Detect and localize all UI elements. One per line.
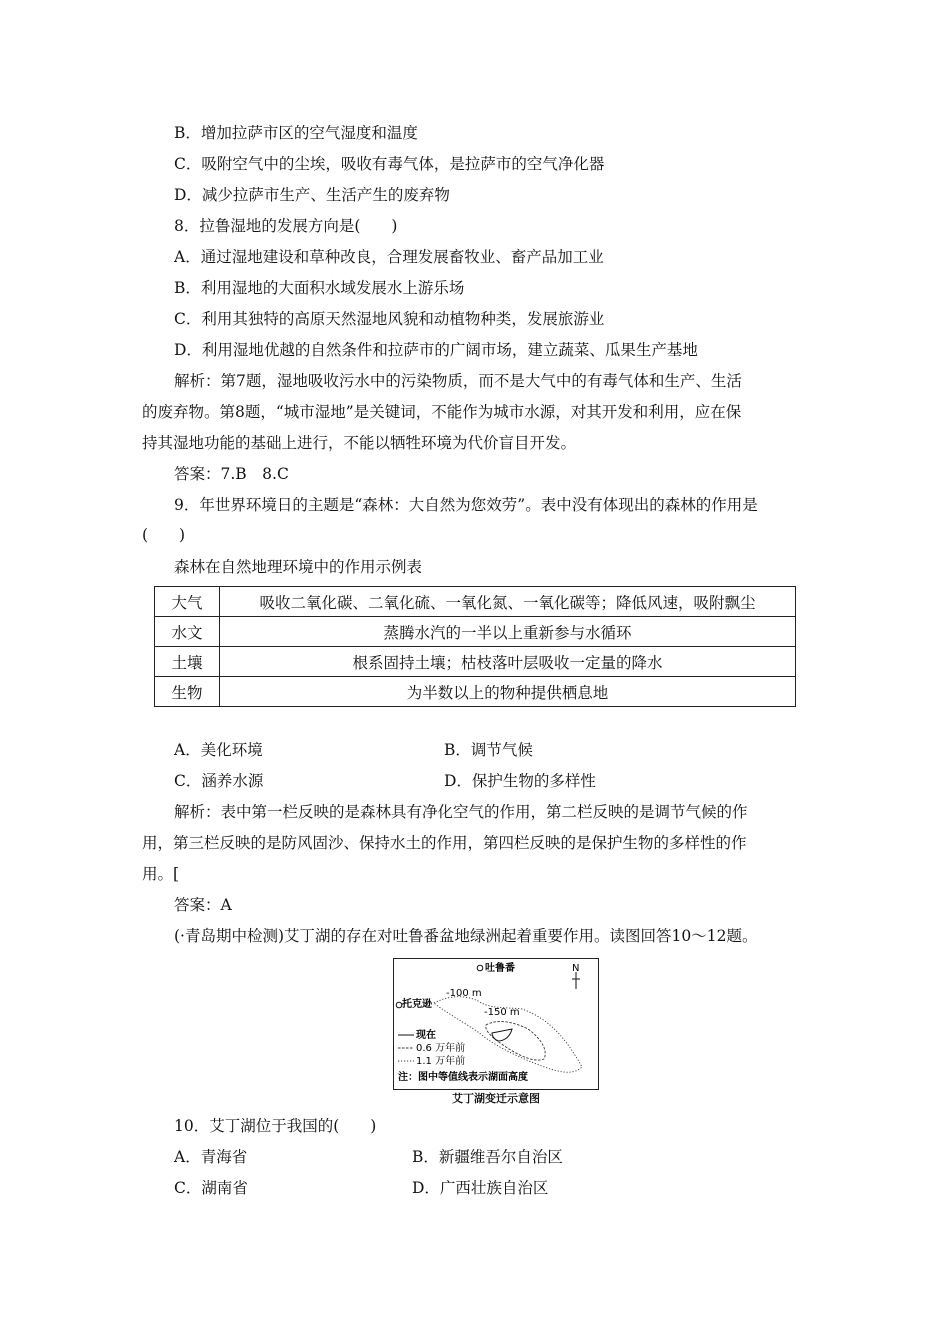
q10-option-a: A．青海省 [174, 1148, 248, 1166]
q8-option-d: D．利用湿地优越的自然条件和拉萨市的广阔市场，建立蔬菜、瓜果生产基地 [174, 341, 698, 359]
analysis-78-line1: 解析：第7题，湿地吸收污水中的污染物质，而不是大气中的有毒气体和生产、生活 [174, 372, 742, 390]
table-cell-value: 根系固持土壤；枯枝落叶层吸收一定量的降水 [220, 647, 796, 677]
q9-option-c: C．涵养水源 [174, 772, 264, 790]
q8-option-b: B．利用湿地的大面积水域发展水上游乐场 [174, 279, 465, 297]
table-row [155, 587, 796, 617]
q8-option-a: A．通过湿地建设和草种改良，合理发展畜牧业、畜产品加工业 [174, 248, 604, 266]
q9-option-d: D．保护生物的多样性 [444, 772, 596, 790]
table-row [155, 617, 796, 647]
q8-stem: 8．拉鲁湿地的发展方向是( ) [174, 217, 398, 235]
north-label: N [572, 963, 580, 974]
map-note: 注：图中等值线表示湖面高度 [398, 1072, 528, 1083]
q10-option-c: C．湖南省 [174, 1179, 248, 1197]
present-lake-shape [492, 1029, 512, 1041]
table-cell-value: 蒸腾水汽的一半以上重新参与水循环 [220, 617, 796, 647]
table-cell-key: 水文 [155, 617, 220, 647]
figure-caption: 艾丁湖变迁示意图 [452, 1092, 540, 1105]
contour-150-label: -150 m [484, 1007, 520, 1018]
table-row [155, 677, 796, 707]
analysis-78-line2: 的废弃物。第8题，“城市湿地”是关键词，不能作为城市水源，对其开发和利用，应在保 [142, 403, 742, 421]
q9-table-title: 森林在自然地理环境中的作用示例表 [174, 558, 423, 576]
table-cell-key: 大气 [155, 587, 220, 617]
turpan-label: 吐鲁番 [485, 963, 515, 974]
analysis-9-line2: 用，第三栏反映的是防风固沙、保持水土的作用，第四栏反映的是保护生物的多样性的作 [142, 834, 747, 852]
extent-6k-contour [486, 1022, 545, 1061]
q10-option-d: D．广西壮族自治区 [412, 1179, 549, 1197]
q7-option-c: C．吸附空气中的尘埃，吸收有毒气体，是拉萨市的空气净化器 [174, 155, 605, 173]
q7-option-b: B．增加拉萨市区的空气湿度和温度 [174, 124, 418, 142]
lake-change-map [393, 958, 599, 1090]
q9-option-a: A．美化环境 [174, 741, 263, 759]
intro-10-12: (·青岛期中检测)艾丁湖的存在对吐鲁番盆地绿洲起着重要作用。读图回答10～12题。 [174, 927, 758, 945]
legend-now-label: 现在 [416, 1030, 436, 1041]
turpan-marker-icon [477, 965, 483, 971]
answer-78: 答案：7.B 8.C [174, 465, 289, 483]
toksun-label: 托克逊 [402, 999, 432, 1010]
q9-stem-line2: ( ) [142, 526, 186, 544]
q7-option-d: D．减少拉萨市生产、生活产生的废弃物 [174, 186, 450, 204]
forest-function-table [154, 586, 796, 707]
table-cell-value: 为半数以上的物种提供栖息地 [220, 677, 796, 707]
answer-9: 答案：A [174, 896, 232, 914]
table-cell-key: 土壤 [155, 647, 220, 677]
q10-stem: 10．艾丁湖位于我国的( ) [174, 1117, 377, 1135]
q9-stem-line1: 9．年世界环境日的主题是“森林：大自然为您效劳”。表中没有体现出的森林的作用是 [174, 496, 758, 514]
legend-11k-label: 1.1 万年前 [416, 1056, 466, 1067]
analysis-9-line1: 解析：表中第一栏反映的是森林具有净化空气的作用，第二栏反映的是调节气候的作 [174, 803, 748, 821]
table-cell-value: 吸收二氧化碳、二氧化硫、一氧化氮、一氧化碳等；降低风速，吸附飘尘 [220, 587, 796, 617]
contour-100-label: -100 m [446, 988, 482, 999]
table-cell-key: 生物 [155, 677, 220, 707]
q8-option-c: C．利用其独特的高原天然湿地风貌和动植物种类，发展旅游业 [174, 310, 605, 328]
legend-6k-label: 0.6 万年前 [416, 1043, 466, 1054]
analysis-9-line3: 用。[ [142, 865, 180, 883]
lake-map-svg [394, 959, 598, 1089]
toksun-marker-icon [396, 1002, 402, 1008]
q9-option-b: B．调节气候 [444, 741, 533, 759]
table-row [155, 647, 796, 677]
q10-option-b: B．新疆维吾尔自治区 [412, 1148, 563, 1166]
analysis-78-line3: 持其湿地功能的基础上进行，不能以牺牲环境为代价盲目开发。 [142, 434, 577, 452]
